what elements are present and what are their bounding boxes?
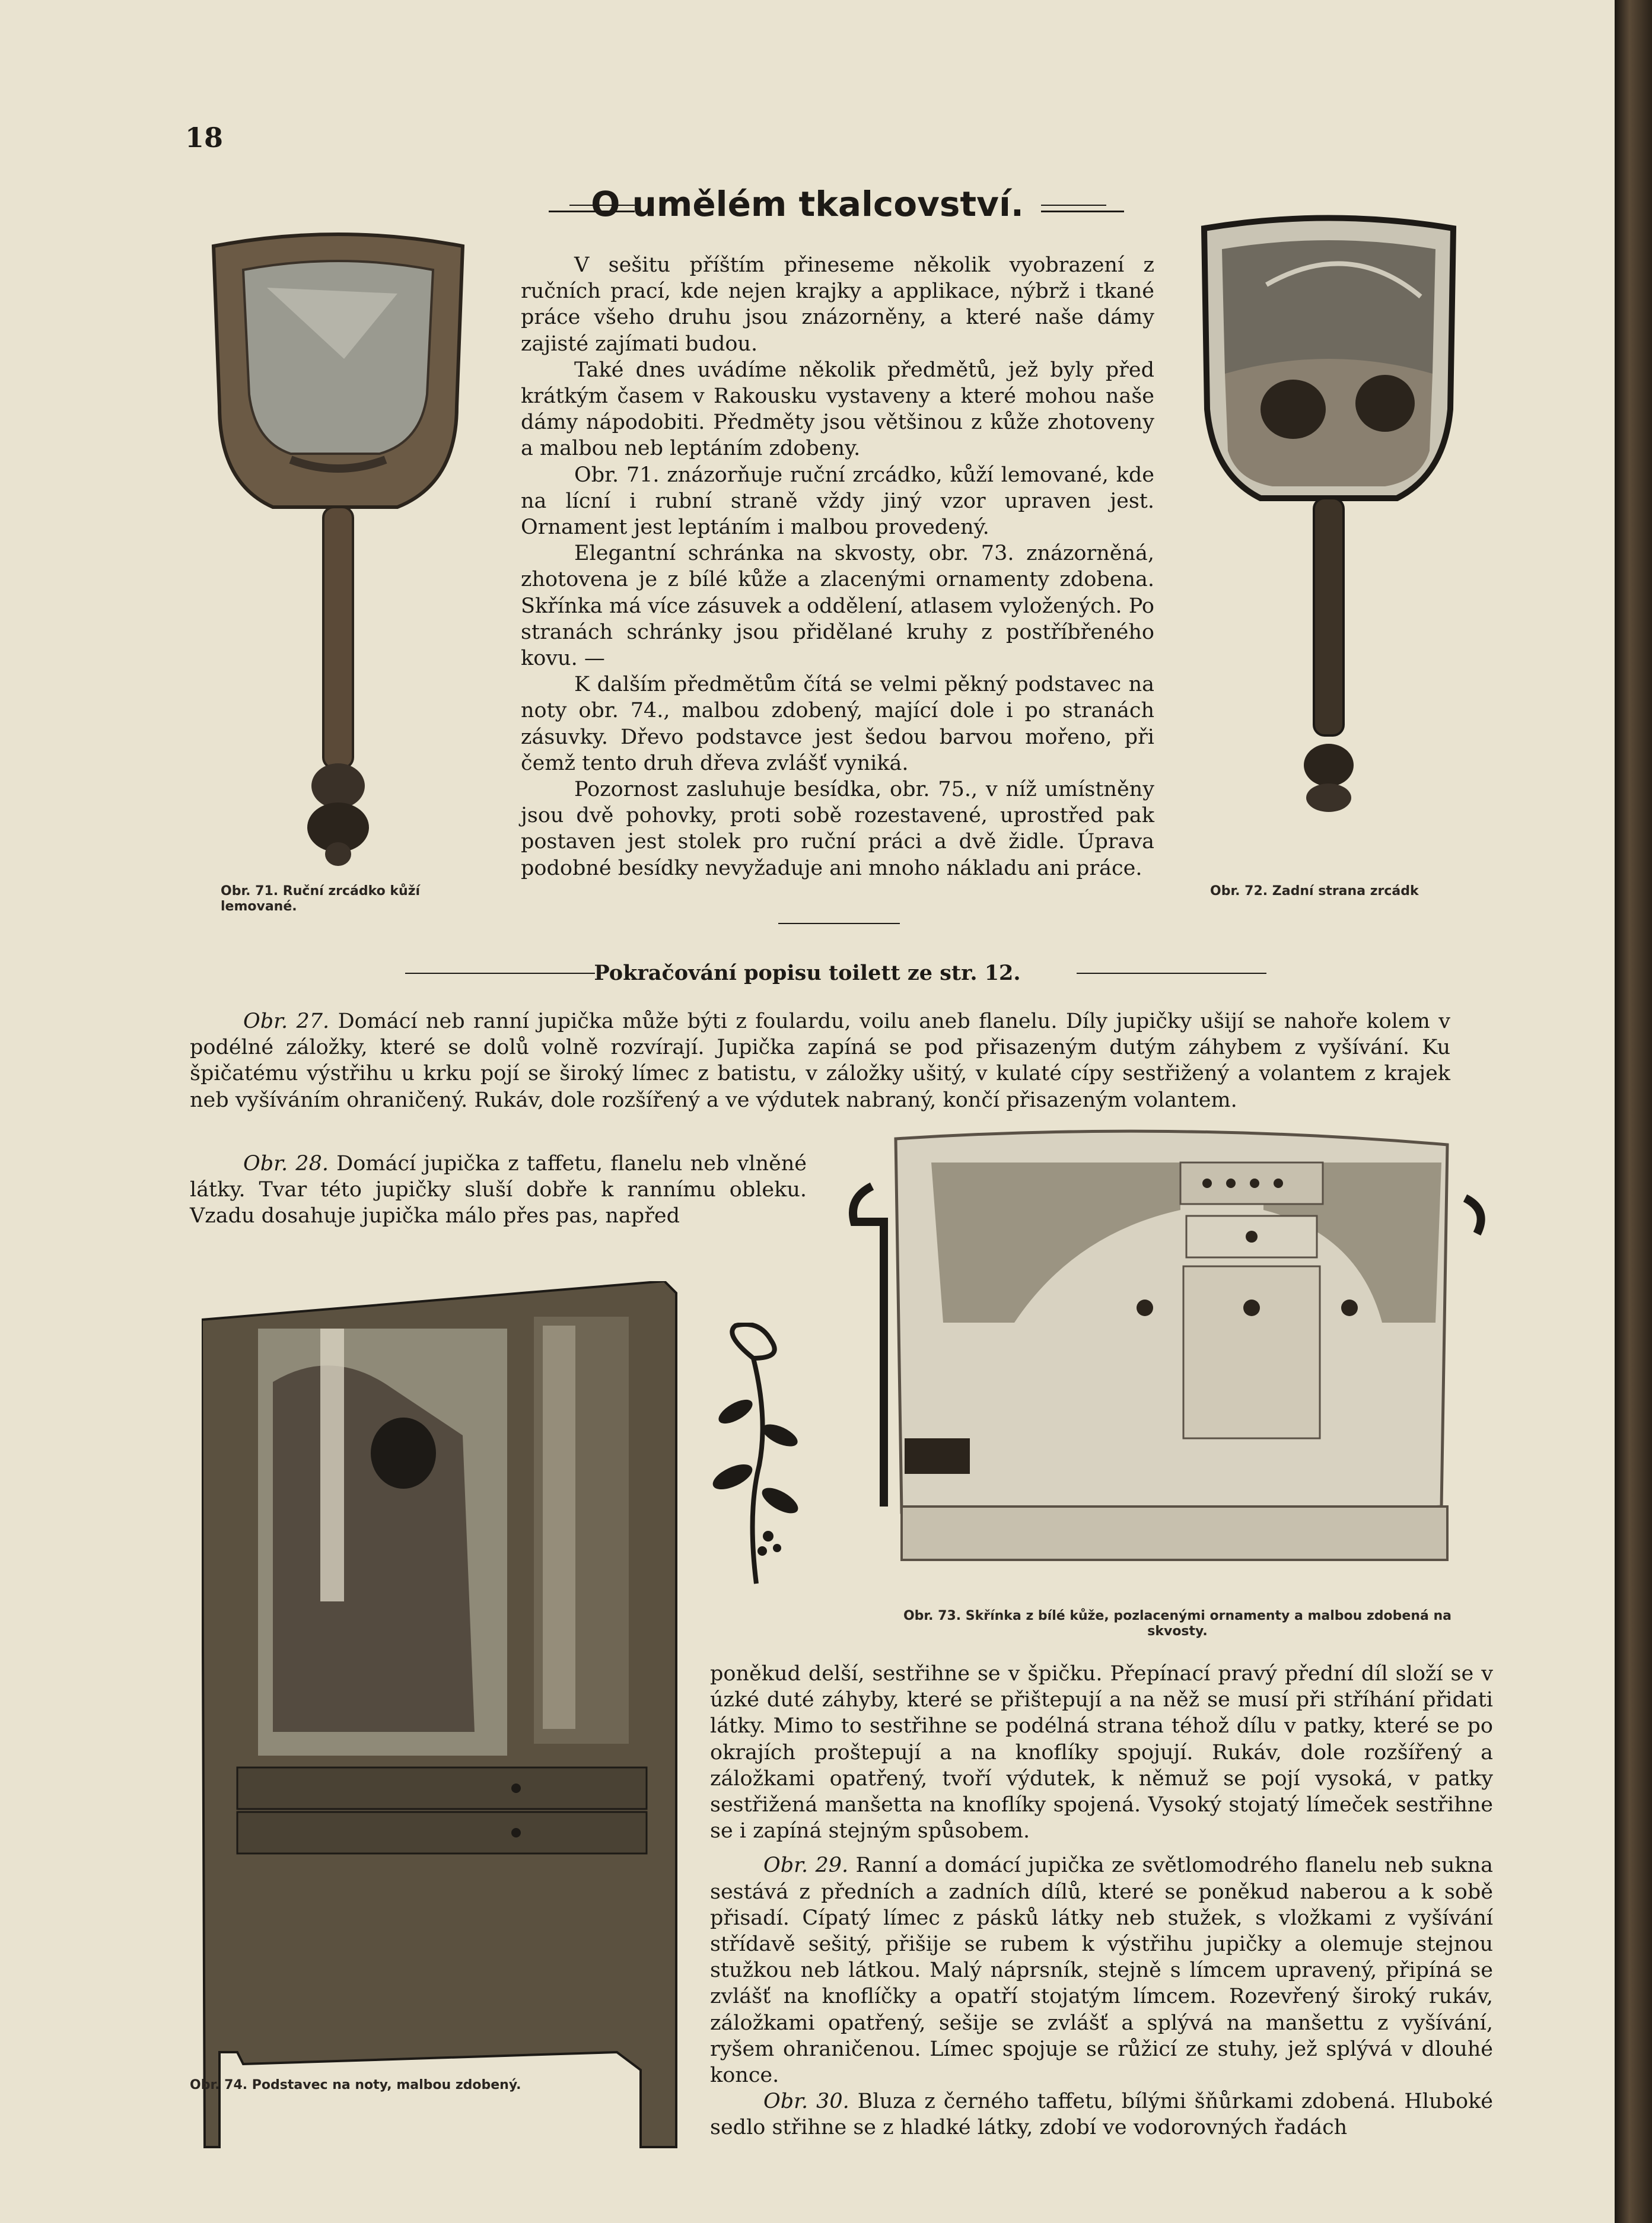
intro-paragraph: Elegantní schránka na skvosty, obr. 73. znázorněná, zhotovena je z bílé kůže a zlacenými ornamenty zdobena. Skřínka má více zásuvek a oddělení, atlasem vyložených. Po stranách schránky jsou přidělané kruhy z postříbřeného kovu. — [521,542,1154,671]
obr-30-body: Bluza z černého taffetu, bílými šňůrkami zdobená. Hluboké sedlo střihne se z hladké látky, zdobí ve vodorovných řadách [710,2090,1493,2140]
figure-74-music-stand [202,1281,682,2159]
intro-paragraph: Pozornost zasluhuje besídka, obr. 75., v níž umístněny jsou dvě pohovky, proti sobě rozestavené, uprostřed pak postaven jest stolek pro ruční práci a dvě židle. Úprava podobné besídky nevyžaduje ani mnoho nákladu ani práce. [521,778,1154,880]
obr-27-text [190,1008,1450,1113]
obr-28-body-start: Domácí jupička z taffetu, flanelu neb vlněné látky. Tvar této jupičky sluší dobře k rannímu obleku. Vzadu dosahuje jupička málo přes pas, napřed [190,1152,807,1228]
title-rule-right-2 [1041,205,1106,206]
caption-fig-71: Obr. 71. Ruční zrcádko kůží lemované. [221,884,421,914]
right-column-text [710,1661,1493,2141]
obr-29-label: Obr. 29. [763,1853,849,1878]
intro-article-text [521,252,1154,881]
figure-73-jewelry-cabinet [848,1127,1495,1566]
article-title: O umělém tkalcovství. [591,184,1024,224]
obr-30-paragraph [710,2088,1493,2141]
intro-paragraph: K dalším předmětům čítá se velmi pěkný podstavec na noty obr. 74., malbou zdobený, mající dole i po stranách zásuvky. Dřevo podstavce jest šedou barvou mořeno, při čemž tento druh dřeva zvlášť vyniká. [521,673,1154,775]
obr-29-body: Ranní a domácí jupička ze světlomodrého flanelu neb sukna sestává z předních a zadních dílů, které se poněkud naberou a k sobě přisadí. Cípatý límec z pásků látky neb stužek, s vložkami z vyšívání střídavě sešitý, přišije se rubem k výstřihu jupičky a olemuje stejnou stužkou neb látkou. Malý náprsník, stejně s límcem upravený, připíná se zvlášť na knoflíčky a opatří stojatým límcem. Rozevřený široký rukáv, záložkami opatřený, sešije se zvlášť a splývá na manšettu z vyšívání, ryšem ohraničenou. Límec spojuje se růžicí ze stuhy, jež splývá v dlouhé konce. [710,1853,1493,2088]
subhead-rule-right [1077,973,1266,974]
obr-27-body: Domácí neb ranní jupička může býti z foulardu, voilu aneb flanelu. Díly jupičky ušijí se nahoře kolem v podélné záložky, které se dolů volně rozvírají. Jupička zapíná se pod přisazeným dutým záhybem z vyšívání. Ku špičatému výstřihu u krku pojí se široký límec z batistu, v záložky ušitý, v kulaté cípy sestřižený a volantem z krajek neb vyšíváním ohraničený. Rukáv, dole rozšířený a ve výdutek nabraný, končí přisazeným volantem. [190,1009,1450,1112]
obr-29-paragraph [710,1852,1493,2088]
obr-30-label: Obr. 30. [763,2090,849,2114]
figure-72-mirror-back [1195,214,1462,813]
caption-fig-73: Obr. 73. Skřínka z bílé kůže, pozlacenými ornamenty a malbou zdobená na skvosty. [903,1609,1452,1639]
obr-28-continuation: poněkud delší, sestřihne se v špičku. Přepínací pravý přední díl složí se v úzké duté záhyby, které se přištepují a na něž se musí při stříhání přidati látky. Mimo to sestřihne se podélná strana téhož dílu v patky, které se po okrajích proštepují a na knoflíky spojují. Rukáv, dole rozšířený a záložkami opatřený, tvoří výdutek, k němuž se pojí vysoká, v patky sestřižená manšetta na knoflíky spojená. Vysoký stojatý límeček sestřihne se i zapíná stejným spůsobem. [710,1662,1493,1843]
obr-27-label: Obr. 27. [243,1009,330,1033]
page-edge [1615,0,1652,2223]
obr-28-text-start [190,1151,807,1230]
floral-ornament [712,1323,801,1590]
article-end-rule [778,923,900,924]
intro-paragraph: Obr. 71. znázorňuje ruční zrcádko, kůží lemované, kde na lícní i rubní straně vždy jiný vzor upraven jest. Ornament jest leptáním i malbou provedený. [521,463,1154,540]
intro-paragraph: Také dnes uvádíme několik předmětů, jež byly před krátkým časem v Rakousku vystaveny a které mohou naše dámy nápodobiti. Předměty jsou většinou z kůže zhotoveny a malbou neb leptáním zdobeny. [521,358,1154,461]
obr-28-label: Obr. 28. [243,1152,329,1176]
page-number: 18 [185,122,224,154]
caption-fig-72: Obr. 72. Zadní strana zrcádk [1210,884,1419,899]
obr-27-paragraph [190,1008,1450,1113]
figure-71-hand-mirror [202,228,475,869]
section-subheading: Pokračování popisu toilett ze str. 12. [594,961,1021,985]
caption-fig-74: Obr. 74. Podstavec na noty, malbou zdobený. [190,2078,521,2093]
intro-paragraph: V sešitu příštím přineseme několik vyobrazení z ručních prací, kde nejen krajky a applikace, nýbrž i tkané práce všeho druhu jsou znázorněny, a které naše dámy zajisté zajímati budou. [521,253,1154,356]
title-rule-right [1041,211,1124,212]
obr-28-paragraph [190,1151,807,1230]
